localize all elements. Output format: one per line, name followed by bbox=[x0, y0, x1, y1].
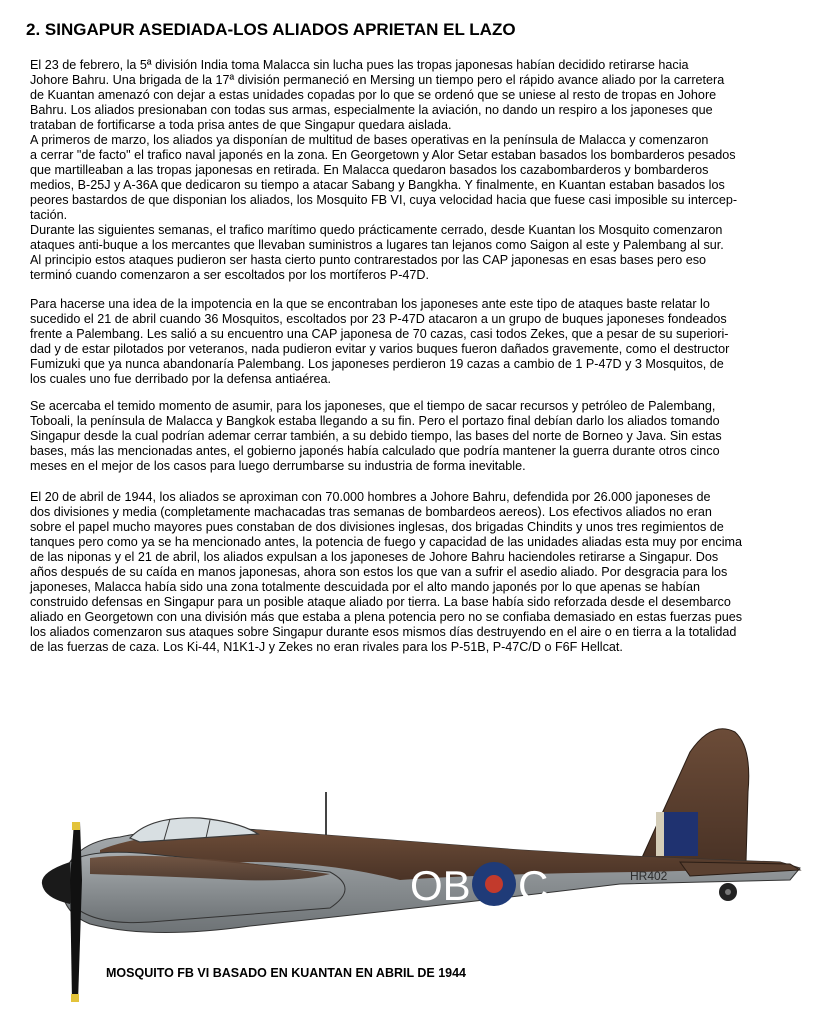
squadron-code-left: OB bbox=[410, 862, 471, 909]
paragraph: El 20 de abril de 1944, los aliados se aproximan con 70.000 hombres a Johore Bahru, defendida por 26.000 japoneses de dos divisiones y media (completamente machacadas tras semanas de bombardeos aereos). Los efectivos aliados no eran sobre el papel mucho mayores pues constaban de dos divisiones inglesas, dos brigadas Chindits y unos tres regimientos de tanques pero como ya se ha mencionado antes, la potencia de fuego y capacidad de las unidades aliadas esta muy por encima de las niponas y el 21 de abril, los aliados expulsan a los japoneses de Johore Bahru haciendoles retirarse a Singapur. Dos años después de su caída en manos japonesas, ahora son estos los que van a sufrir el asedio aliado. Por desgracia para los japoneses, Malacca había sido una zona totalmente descuidada por el alto mando japonés por lo que apenas se habían construido defensas en Singapur para un posible ataque aliado por tierra. La base había sido reforzada desde el desembarco aliado en Georgetown con una división más que estaba a plena potencia pero no se confiaba demasiado en estas fuerzas pues los aliados comenzaron sus ataques sobre Singapur durante esos mismos días destruyendo en el aire o en tierra a la totalidad de las fuerzas de caza. Los Ki-44, N1K1-J y Zekes no eran rivales para los P-51B, P-47C/D o F6F Hellcat. bbox=[30, 490, 743, 654]
propeller bbox=[70, 822, 82, 1002]
page-title: 2. SINGAPUR ASEDIADA-LOS ALIADOS APRIETAN EL LAZO bbox=[26, 20, 516, 39]
paragraph: Para hacerse una idea de la impotencia en la que se encontraban los japoneses ante este tipo de ataques baste relatar lo sucedido el 21 de abril cuando 36 Mosquitos, escoltados por 23 P-47D atacaron a un grupo de buques japoneses fondeados frente a Palembang. Les salió a su encuentro una CAP japonesa de 70 cazas, casi todos Zekes, que a pesar de su superiori- dad y de estar pilotados por veteranos, nada pudieron evitar y varios buques fueron dañados gravemente, como el destructor Fumizuki que ya nunca abandonaría Palembang. Los japoneses perdieron 19 cazas a cambio de 1 P-47D y 3 Mosquitos, de los cuales uno fue derribado por la defensa antiaérea. bbox=[30, 297, 730, 386]
spinner bbox=[42, 862, 70, 904]
paragraph: El 23 de febrero, la 5ª división India toma Malacca sin lucha pues las tropas japonesas habían decidido retirarse hacia Johore Bahru. Una brigada de la 17ª división permaneció en Mersing un tiempo pero el rápido avance aliado por la carretera de Kuantan amenazó con dejar a estas unidades copadas por lo que se ordenó que se uniese al resto de tropas en Johore Bahru. Los aliados presionaban con todas sus armas, especialmente la aviación, no dando un respiro a los japoneses que trataban de fortificarse a toda prisa antes de que Singapur quedara aislada. A primeros de marzo, los aliados ya disponían de multitud de bases operativas en la península de Malacca y comenzaron a cerrar "de facto" el trafico naval japonés en la zona. En Georgetown y Alor Setar estaban basados los bombarderos pesados que martilleaban a las tropas japonesas en retirada. En Malacca quedaron basados los cazabombarderos y bombarderos medios, B-25J y A-36A que dedicaron su tiempo a atacar Sabang y Bangkha. Y finalmente, en Kuantan estaban basados los peores bastardos de que disponian los aliados, los Mosquito FB VI, cuya velocidad hacia que fuese casi imposible su intercep- tación. Durante las siguientes semanas, el trafico marítimo quedo prácticamente cerrado, desde Kuantan los Mosquito comenzaron ataques anti-buque a los mercantes que llevaban suministros a lugares tan lejanos como Saigon al este y Palembang al sur. Al principio estos ataques pudieron ser hasta cierto punto contrarestados por las CAP japonesas en esas bases pero eso terminó cuando comenzaron a ser escoltados por los mortíferos P-47D. bbox=[30, 58, 738, 282]
aircraft-letter: C bbox=[518, 862, 549, 909]
article-body bbox=[30, 58, 810, 667]
illustration-caption: MOSQUITO FB VI BASADO EN KUANTAN EN ABRIL DE 1944 bbox=[106, 966, 466, 980]
serial-number: HR402 bbox=[630, 869, 668, 883]
fin-flash bbox=[662, 812, 698, 856]
paragraph: Se acercaba el temido momento de asumir, para los japoneses, que el tiempo de sacar recursos y petróleo de Palembang, Toboali, la península de Malacca y Bangkok estaba llegando a su fin. Pero el portazo final debían darlo los aliados tomando Singapur desde la cual podrían ademar cerrar también, a su debido tiempo, las bases del norte de Borneo y Java. Sin estas bases, más las mencionadas antes, el gobierno japonés había calculado que podría mantener la guerra durante otros cinco meses en el mejor de los casos para luego derrumbarse su industria de forma inevitable. bbox=[30, 399, 722, 473]
